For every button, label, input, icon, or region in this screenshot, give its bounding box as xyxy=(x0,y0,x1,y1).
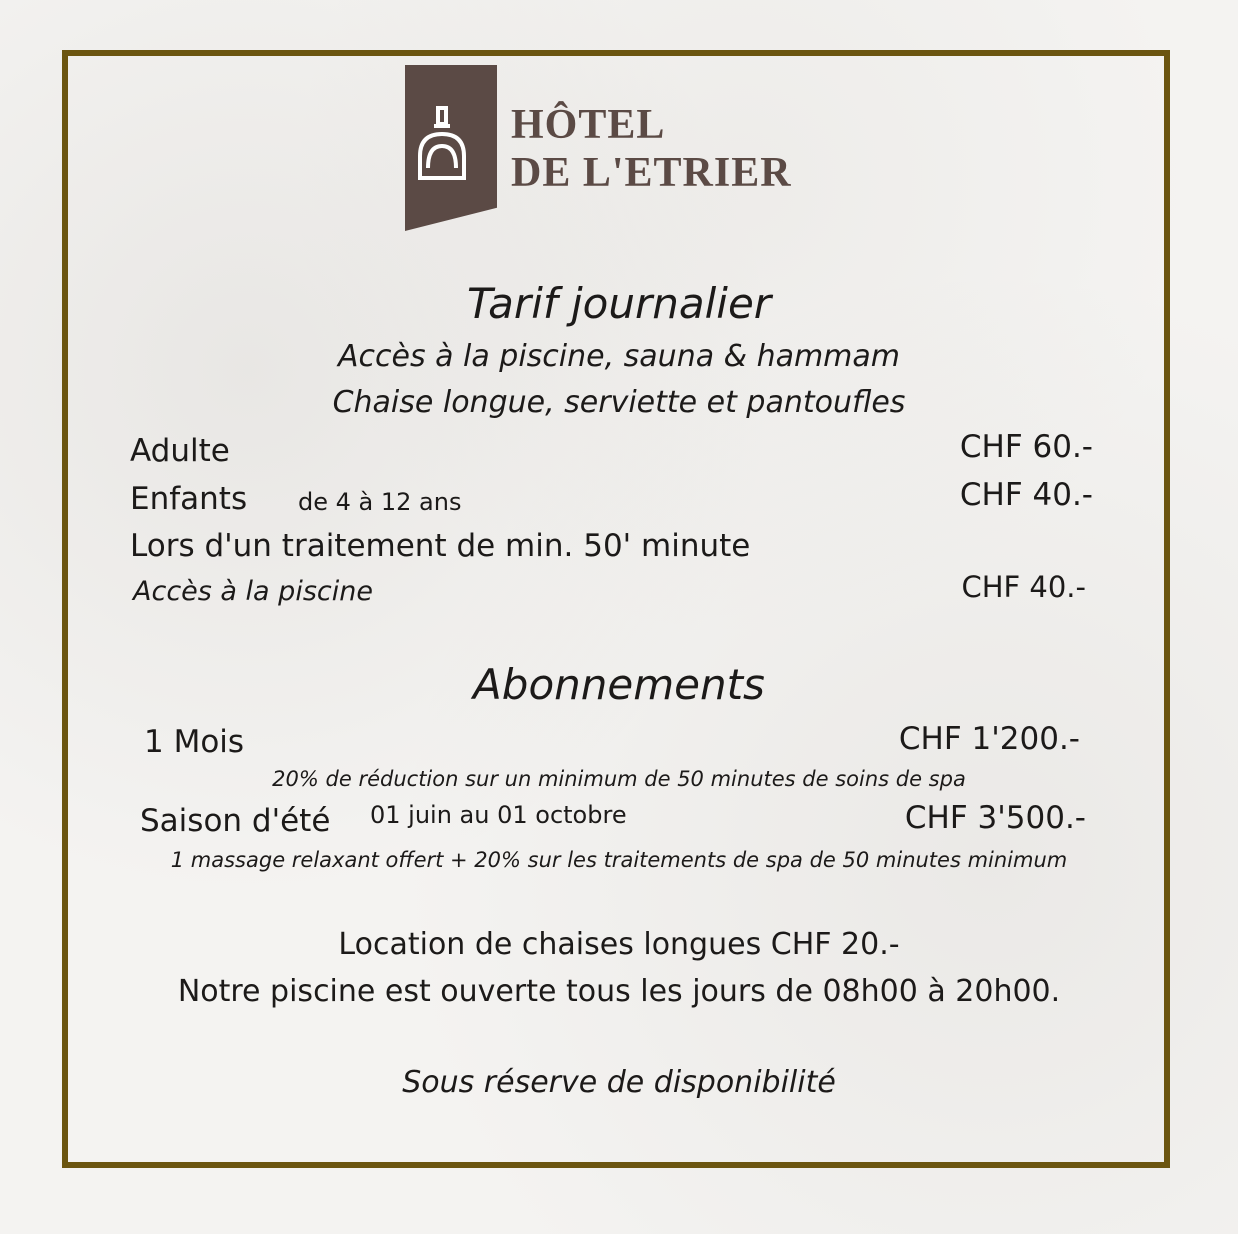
summer-note: 1 massage relaxant offert + 20% sur les traitements de spa de 50 minutes minimum xyxy=(170,848,1068,872)
adult-label: Adulte xyxy=(130,433,230,469)
children-age: de 4 à 12 ans xyxy=(298,488,462,516)
children-label: Enfants xyxy=(130,481,248,517)
daily-includes-2: Chaise longue, serviette et pantoufles xyxy=(332,385,906,420)
summer-label: Saison d'été xyxy=(140,803,331,839)
month-label: 1 Mois xyxy=(144,724,245,760)
adult-price: CHF 60.- xyxy=(959,429,1093,465)
summer-dates: 01 juin au 01 octobre xyxy=(370,801,627,829)
treatment-price: CHF 40.- xyxy=(961,570,1086,604)
summer-price: CHF 3'500.- xyxy=(904,800,1086,836)
logo-line-2: DE L'ETRIER xyxy=(511,150,792,196)
month-note: 20% de réduction sur un minimum de 50 minutes de soins de spa xyxy=(272,767,966,791)
lounger-rental: Location de chaises longues CHF 20.- xyxy=(338,927,900,962)
month-price: CHF 1'200.- xyxy=(898,721,1080,757)
children-price: CHF 40.- xyxy=(959,477,1093,513)
treatment-label: Lors d'un traitement de min. 50' minute xyxy=(130,528,751,564)
daily-includes-1: Accès à la piscine, sauna & hammam xyxy=(337,339,901,374)
daily-title: Tarif journalier xyxy=(466,279,772,328)
opening-hours: Notre piscine est ouverte tous les jours de 08h00 à 20h00. xyxy=(177,974,1061,1009)
subscriptions-title: Abonnements xyxy=(473,660,765,709)
treatment-access: Accès à la piscine xyxy=(133,576,373,607)
availability-disclaimer: Sous réserve de disponibilité xyxy=(402,1065,836,1100)
tower-dome-icon xyxy=(414,104,470,184)
logo-line-1: HÔTEL xyxy=(511,102,666,148)
